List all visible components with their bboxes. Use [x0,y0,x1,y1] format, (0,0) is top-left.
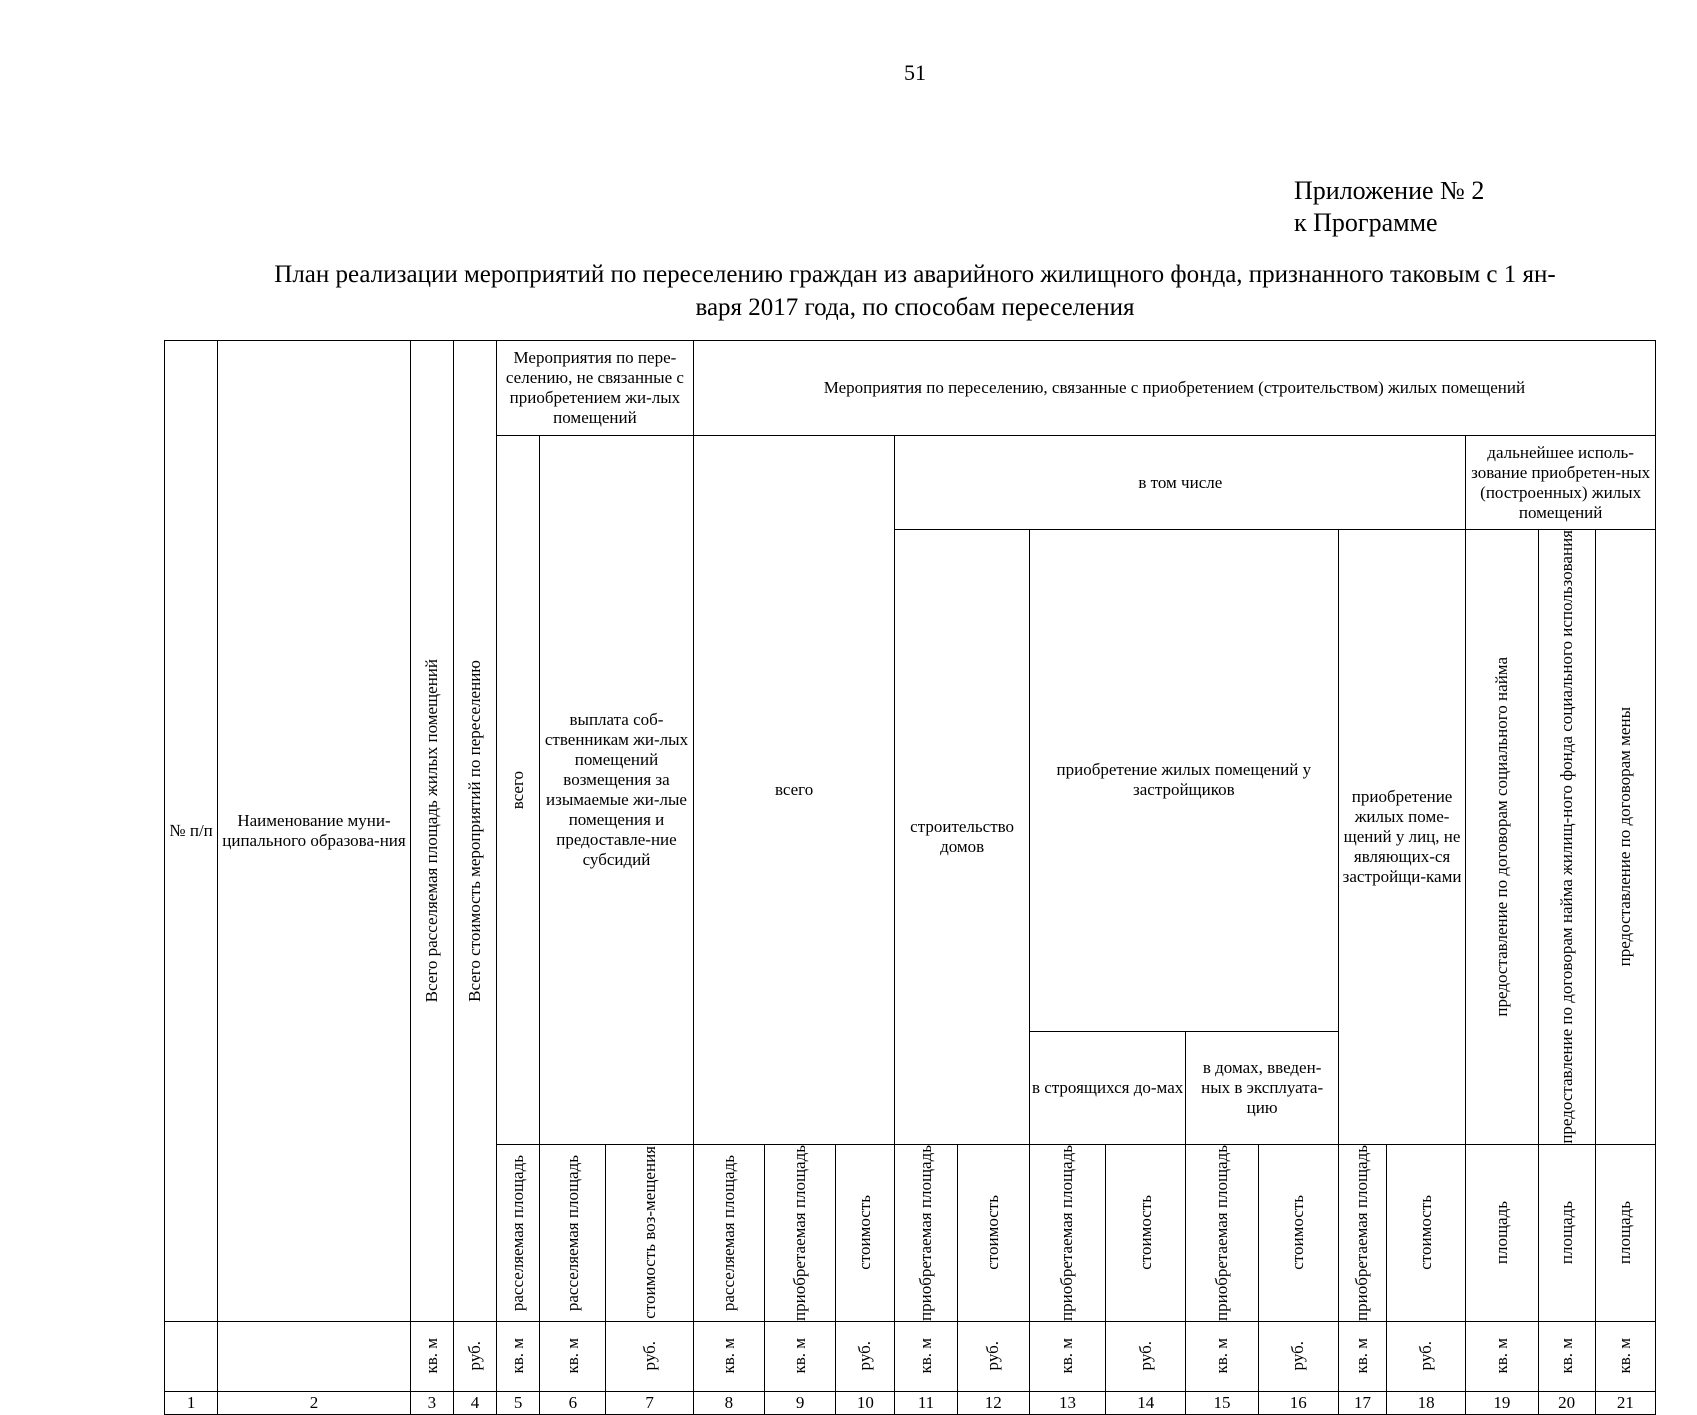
subheader-c11: приобретаемая площадь [895,1144,957,1321]
appendix-line-1: Приложение № 2 [1294,176,1485,205]
page-number: 51 [904,60,926,85]
unit-c13: кв. м [1029,1321,1105,1391]
column-numbers-row [165,1391,1656,1414]
column-number: 18 [1387,1391,1466,1414]
subheader-c15: приобретаемая площадь [1186,1144,1258,1321]
header-non-developers: приобретение жилых поме-щений у лиц, не являющих-ся застройщи-ками [1338,530,1465,1145]
header-social-text: предоставление по договорам социального найма [1491,657,1511,1017]
unit-c20: кв. м [1538,1321,1595,1391]
column-number: 6 [540,1391,606,1414]
header-related-measures: Мероприятия по переселению, связанные с приобретением (строительством) жилых помещений [693,341,1655,436]
header-nr-total-text: всего [508,770,528,809]
column-number: 13 [1029,1391,1105,1414]
column-number: 8 [693,1391,764,1414]
column-number: 12 [957,1391,1029,1414]
header-payout: выплата соб-ственникам жи-лых помещений возмещения за изымаемые жи-лые помещения и предоставле-ние субсидий [540,436,694,1145]
subheader-c13: приобретаемая площадь [1029,1144,1105,1321]
header-nr-total [497,436,540,1145]
unit-blank-1 [165,1321,218,1391]
subheader-c21: площадь [1595,1144,1655,1321]
unit-c6: кв. м [540,1321,606,1391]
unit-c5: кв. м [497,1321,540,1391]
unit-c18: руб. [1387,1321,1466,1391]
header-developers: приобретение жилых помещений у застройщиков [1029,530,1338,1032]
column-number: 5 [497,1391,540,1414]
header-exchange-text: предоставление по договорам мены [1615,707,1635,967]
subheader-c6: расселяемая площадь [540,1144,606,1321]
header-commissioned: в домах, введен-ных в эксплуата-цию [1186,1031,1339,1144]
column-number: 17 [1338,1391,1386,1414]
unit-c3: кв. м [410,1321,453,1391]
column-number: 20 [1538,1391,1595,1414]
column-number: 2 [218,1391,411,1414]
unit-c15: кв. м [1186,1321,1258,1391]
header-including: в том числе [895,436,1466,530]
unit-c19: кв. м [1466,1321,1538,1391]
column-number: 9 [764,1391,835,1414]
column-number: 16 [1258,1391,1338,1414]
header-total-cost [453,341,496,1322]
unit-c16: руб. [1258,1321,1338,1391]
document-title [170,258,1660,324]
header-further-use: дальнейшее исполь-зование приобретен-ных (построенных) жилых помещений [1466,436,1656,530]
column-number: 3 [410,1391,453,1414]
unit-c11: кв. м [895,1321,957,1391]
subheader-c7: стоимость воз-мещения [606,1144,693,1321]
column-number: 11 [895,1391,957,1414]
subheader-c19: площадь [1466,1144,1538,1321]
unit-c7: руб. [606,1321,693,1391]
column-number: 21 [1595,1391,1655,1414]
appendix-line-2: к Программе [1294,208,1438,237]
subheader-c14: стоимость [1106,1144,1186,1321]
header-social [1466,530,1538,1145]
column-number: 15 [1186,1391,1258,1414]
header-social-fund [1538,530,1595,1145]
header-number: № п/п [165,341,218,1322]
unit-c17: кв. м [1338,1321,1386,1391]
column-number: 7 [606,1391,693,1414]
subheader-c5: расселяемая площадь [497,1144,540,1321]
column-number: 4 [453,1391,496,1414]
unit-c12: руб. [957,1321,1029,1391]
header-social-fund-text: предоставление по договорам найма жилищ-ного фонда социального использования [1556,530,1576,1144]
unit-c10: руб. [836,1321,895,1391]
header-total-cost-text: Всего стоимость мероприятий по переселению [465,659,484,1002]
header-municipality-name: Наименование муни-ципального образова-ния [218,341,411,1322]
subheader-c20: площадь [1538,1144,1595,1321]
unit-c21: кв. м [1595,1321,1655,1391]
unit-c14: руб. [1106,1321,1186,1391]
subheader-c16: стоимость [1258,1144,1338,1321]
header-r-total: всего [693,436,895,1145]
header-construction: строительство домов [895,530,1029,1145]
header-total-area [410,341,453,1322]
header-not-related-measures: Мероприятия по пере-селению, не связанные с приобретением жи-лых помещений [497,341,694,436]
column-number: 19 [1466,1391,1538,1414]
subheader-c12: стоимость [957,1144,1029,1321]
subheader-c8: расселяемая площадь [693,1144,764,1321]
unit-c4: руб. [453,1321,496,1391]
column-number: 10 [836,1391,895,1414]
unit-blank-2 [218,1321,411,1391]
header-total-area-text: Всего расселяемая площадь жилых помещений [421,659,441,1003]
unit-c9: кв. м [764,1321,835,1391]
subheader-c9: приобретаемая площадь [764,1144,835,1321]
subheader-c17: приобретаемая площадь [1338,1144,1386,1321]
column-number: 1 [165,1391,218,1414]
header-exchange [1595,530,1655,1145]
resettlement-plan-table [164,340,1656,1415]
subheader-c10: стоимость [836,1144,895,1321]
header-under-construction: в строящихся до-мах [1029,1031,1186,1144]
unit-c8: кв. м [693,1321,764,1391]
appendix-label [1294,175,1484,239]
column-number: 14 [1106,1391,1186,1414]
title-line-2: варя 2017 года, по способам переселения [695,294,1135,321]
title-line-1: План реализации мероприятий по переселению граждан из аварийного жилищного фонда, признанного таковым с 1 ян- [274,261,1556,288]
subheader-c18: стоимость [1387,1144,1466,1321]
